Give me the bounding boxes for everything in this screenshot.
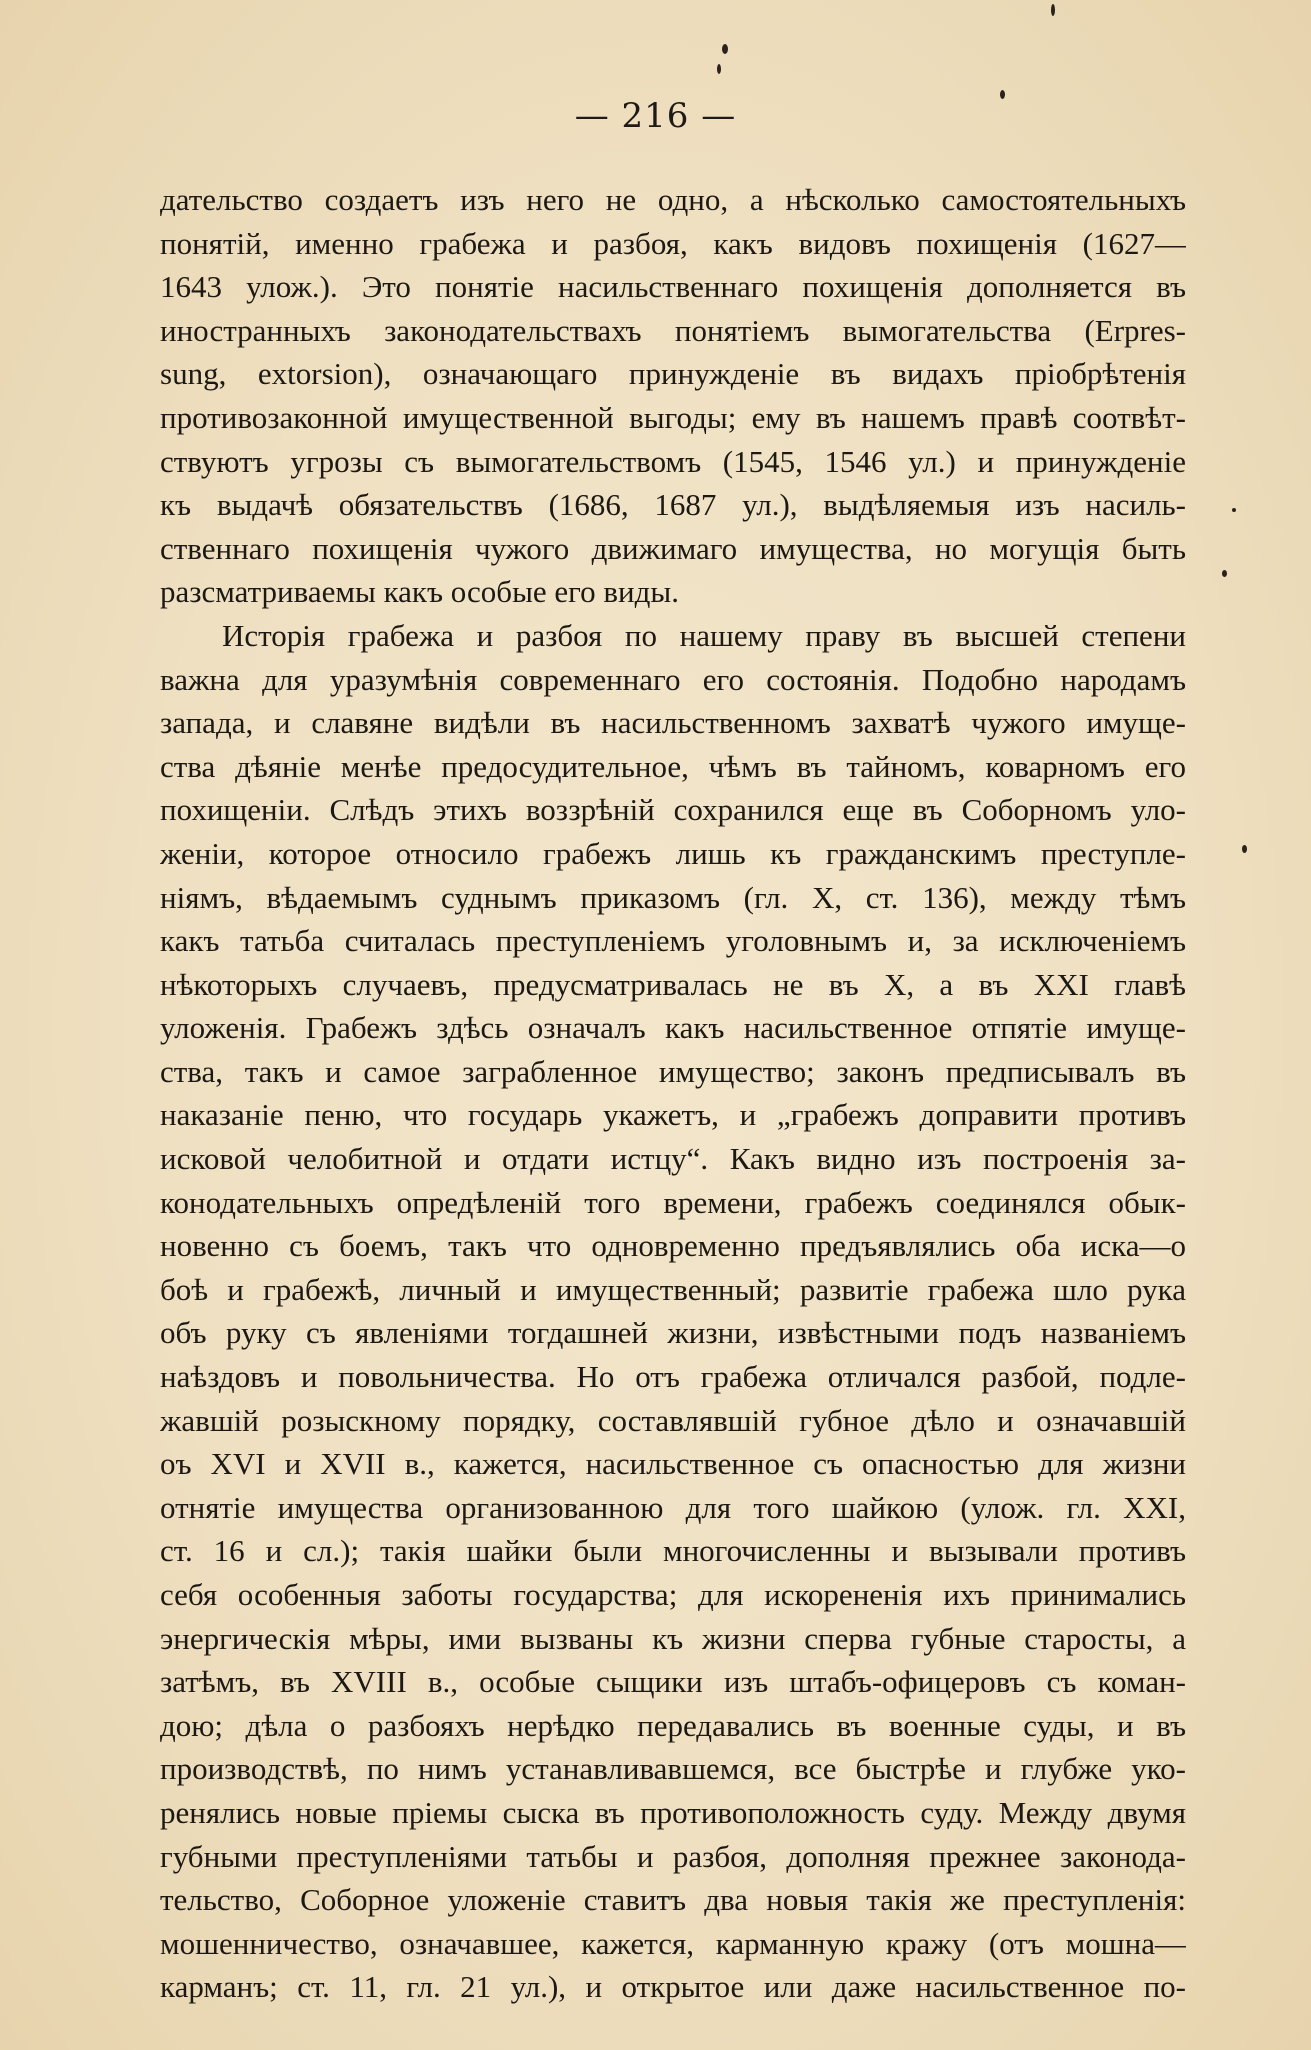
text-line: нѣкоторыхъ случаевъ, предусматривалась не въ X, а въ XXI главѣ [160, 966, 1186, 1002]
text-line: иностранныхъ законодательствахъ понятіемъ вымогательства (Erpres- [160, 312, 1186, 348]
ink-speck [1242, 845, 1247, 853]
text-line: отнятіе имущества организованною для того шайкою (улож. гл. XXI, [160, 1489, 1186, 1525]
text-line: карманъ; ст. 11, гл. 21 ул.), и открытое или даже насильственное по- [160, 1969, 1186, 2005]
text-line: запада, и славяне видѣли въ насильственномъ захватѣ чужого имуще- [160, 705, 1186, 741]
text-line: похищеніи. Слѣдъ этихъ воззрѣній сохранился еще въ Соборномъ уло- [160, 792, 1186, 828]
text-line: себя особенныя заботы государства; для искорененія ихъ принимались [160, 1577, 1186, 1612]
text-line: наѣздовъ и повольничества. Но отъ грабежа отличался разбой, подле- [160, 1359, 1186, 1395]
text-line: производствѣ, по нимъ устанавливавшемся, все быстрѣе и глубже уко- [160, 1751, 1186, 1787]
ink-speck [1051, 4, 1055, 16]
text-line: конодательныхъ опредѣленій того времени, грабежъ соединялся обык- [160, 1184, 1186, 1220]
text-line: энергическія мѣры, ими вызваны къ жизни сперва губные старосты, а [160, 1620, 1186, 1656]
paragraph-2 [160, 614, 1186, 2009]
ink-speck [1000, 90, 1005, 99]
ink-speck [1232, 508, 1236, 512]
text-line: 1643 улож.). Это понятіе насильственнаго похищенія дополняется въ [160, 269, 1186, 305]
text-line: sung, extorsion), означающаго принужденіе въ видахъ пріобрѣтенія [160, 356, 1186, 392]
ink-speck [717, 64, 721, 74]
text-line: ства, такъ и самое заграбленное имущество; законъ предписывалъ въ [160, 1053, 1186, 1089]
text-line: разсматриваемы какъ особые его виды. [160, 574, 679, 610]
text-line: къ выдачѣ обязательствъ (1686, 1687 ул.), выдѣляемыя изъ насиль- [160, 487, 1186, 523]
ink-speck [1222, 570, 1227, 577]
ink-speck [722, 44, 728, 54]
text-line: важна для уразумѣнія современнаго его состоянія. Подобно народамъ [160, 661, 1186, 697]
text-line: понятій, именно грабежа и разбоя, какъ видовъ похищенія (1627— [160, 225, 1186, 261]
body-text [160, 178, 1186, 2009]
text-line: ства дѣяніе менѣе предосудительное, чѣмъ въ тайномъ, коварномъ его [160, 748, 1186, 784]
text-line: жавшій розыскному порядку, составлявшій губное дѣло и означавшій [160, 1402, 1186, 1438]
text-line: ственнаго похищенія чужого движимаго имущества, но могущія быть [160, 530, 1186, 566]
paragraph-1 [160, 178, 1186, 614]
text-line: ст. 16 и сл.); такія шайки были многочисленны и вызывали противъ [160, 1533, 1186, 1569]
page-number: — 216 — [574, 96, 737, 136]
text-line: новенно съ боемъ, такъ что одновременно предъявлялись оба иска—о [160, 1228, 1186, 1264]
text-line: ренялись новые пріемы сыска въ противоположность суду. Между двумя [160, 1794, 1186, 1830]
text-line: уложенія. Грабежъ здѣсь означалъ какъ насильственное отпятіе имуще- [160, 1010, 1186, 1046]
text-line: тельство, Соборное уложеніе ставитъ два новыя такія же преступленія: [160, 1882, 1186, 1918]
text-line: противозаконной имущественной выгоды; ему въ нашемъ правѣ соотвѣт- [160, 399, 1186, 435]
text-line: женіи, которое относило грабежъ лишь къ гражданскимъ преступле- [160, 835, 1186, 871]
text-line: дою; дѣла о разбояхъ нерѣдко передавались въ военные суды, и въ [160, 1707, 1186, 1743]
text-line: оъ XVI и XVII в., кажется, насильственное съ опасностью для жизни [160, 1446, 1186, 1482]
text-line: исковой челобитной и отдати истцу“. Какъ видно изъ построенія за- [160, 1141, 1186, 1177]
text-line: губными преступленіями татьбы и разбоя, дополняя прежнее законода- [160, 1838, 1186, 1874]
text-line: затѣмъ, въ XVIII в., особые сыщики изъ штабъ-офицеровъ съ коман- [160, 1664, 1186, 1700]
text-line: дательство создаетъ изъ него не одно, а нѣсколько самостоятельныхъ [160, 182, 1186, 217]
text-line: ствуютъ угрозы съ вымогательствомъ (1545, 1546 ул.) и принужденіе [160, 443, 1186, 479]
text-line: какъ татьба считалась преступленіемъ уголовнымъ и, за исключеніемъ [160, 923, 1186, 959]
text-line: ніямъ, вѣдаемымъ суднымъ приказомъ (гл. X, ст. 136), между тѣмъ [160, 879, 1186, 915]
text-line: объ руку съ явленіями тогдашней жизни, извѣстными подъ названіемъ [160, 1315, 1186, 1351]
text-line: Исторія грабежа и разбоя по нашему праву въ высшей степени [222, 617, 1186, 653]
text-line: наказаніе пеню, что государь укажетъ, и „грабежъ доправити противъ [160, 1097, 1186, 1133]
text-line: мошенничество, означавшее, кажется, карманную кражу (отъ мошна— [160, 1925, 1186, 1961]
text-line: боѣ и грабежѣ, личный и имущественный; развитіе грабежа шло рука [160, 1271, 1186, 1307]
